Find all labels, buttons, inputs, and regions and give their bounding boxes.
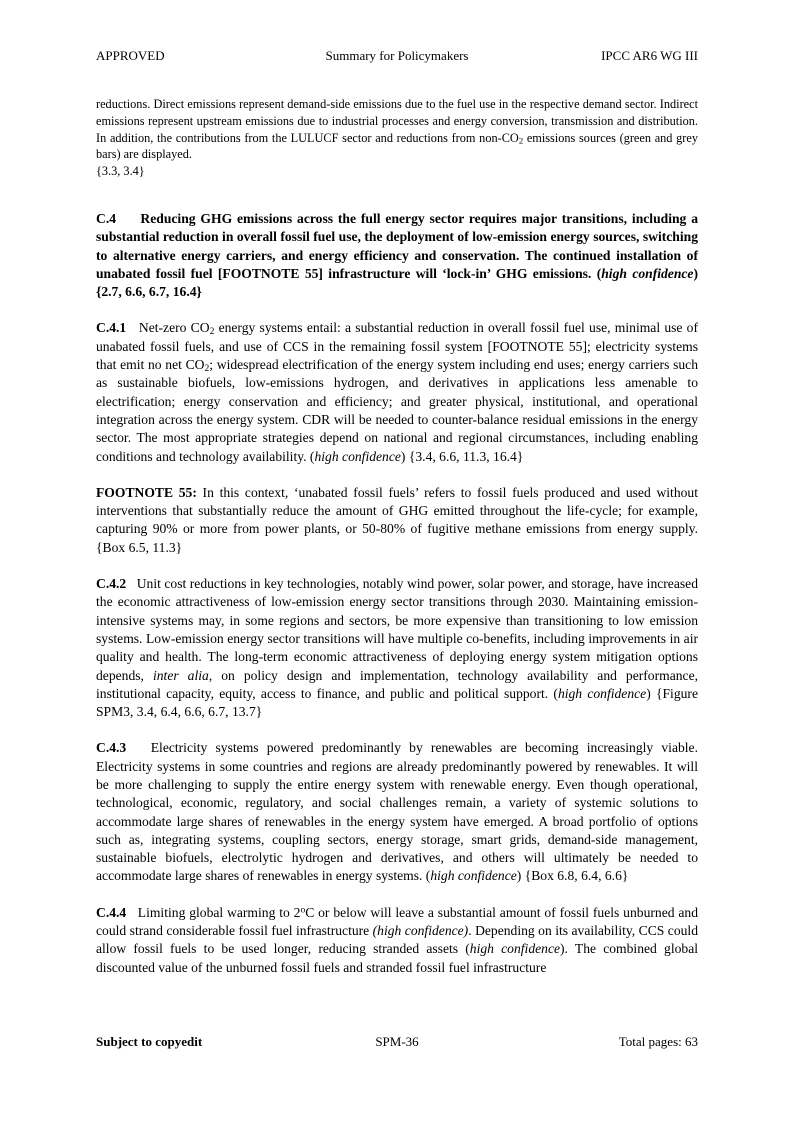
footnote-55: FOOTNOTE 55: In this context, ‘unabated fossil fuels’ refers to fossil fuels produced and used without interventions that substantially reduce the amount of GHG emitted throughout the life-cycle; for example, capturing 90% or more from power plants, or 50-80% of fugitive methane emissions from energy supply. {Box 6.5, 11.3} <box>96 484 698 555</box>
figure-caption-continuation: reductions. Direct emissions represent demand-side emissions due to the fuel use in the respective demand sector. Indirect emissions represent upstream emissions due to industrial processes and energy conversion, transmission and distribution. In addition, the contributions from the LULUCF sector and reductions from non-$CO_2$ emissions sources (green and grey bars) are displayed. <box>96 97 698 162</box>
caption-references: {3.3, 3.4} <box>96 164 145 179</box>
paragraph-c4-1: C.4.1 Net-zero $CO_2$ energy systems entail: a substantial reduction in overall fossil fuel use, minimal use of unabated fossil fuels, and use of CCS in the remaining fossil system [FOOTNOTE 55]; electricity systems that emit no net $CO_2$; widespread electrification of the energy system including end uses; energy carriers such as sustainable biofuels, low-emissions hydrogen, and derivatives in applications less amenable to electrification; energy conservation and efficiency; and greater physical, institutional, and operational integration across the energy system. CDR will be needed to counter-balance residual emissions in the energy sector. The most appropriate strategies depend on national and regional circumstances, including enabling conditions and technology availability. (high confidence) {3.4, 6.6, 11.3, 16.4} <box>96 320 699 464</box>
page-number: SPM-36 <box>375 1034 419 1049</box>
header-title: Summary for Policymakers <box>325 48 469 63</box>
headline-statement-c4: C.4 Reducing GHG emissions across the full energy sector requires major transitions, including a substantial reduction in overall fossil fuel use, the deployment of low-emission energy sources, switching to alternative energy carriers, and energy efficiency and conservation. The continued installation of unabated fossil fuel [FOOTNOTE 55] infrastructure will ‘lock-in’ GHG emissions. (high confidence) {2.7, 6.6, 6.7, 16.4} <box>96 210 699 300</box>
header-report: IPCC AR6 WG III <box>601 48 698 63</box>
copyedit-note: Subject to copyedit <box>96 1034 203 1049</box>
header-status: APPROVED <box>96 48 165 63</box>
page-body <box>96 96 698 977</box>
paragraph-c4-4: C.4.4 Limiting global warming to 2$^o$C or below will leave a substantial amount of fossil fuels unburned and could strand considerable fossil fuel infrastructure (high confidence). Depending on its availability, CCS could allow fossil fuels to be used longer, reducing stranded assets (high confidence). The combined global discounted value of the unburned fossil fuels and stranded fossil fuel infrastructure <box>96 904 699 975</box>
total-pages: Total pages: 63 <box>618 1034 698 1049</box>
paragraph-c4-3: C.4.3 Electricity systems powered predominantly by renewables are becoming increasingly viable. Electricity systems in some countries and regions are already predominantly powered by renewables. It will be more challenging to supply the entire energy system with renewable energy. Even though operational, technological, economic, regulatory, and social challenges remain, a variety of systemic solutions to accommodate large shares of renewables in the energy system have emerged. A broad portfolio of options such as, integrating systems, coupling sectors, energy storage, smart grids, demand-side management, sustainable biofuels, electrolytic hydrogen and derivatives, and others will ultimately be needed to accommodate large shares of renewables in energy systems. (high confidence) {Box 6.8, 6.4, 6.6} <box>96 740 698 884</box>
paragraph-c4-2: C.4.2 Unit cost reductions in key technologies, notably wind power, solar power, and storage, have increased the economic attractiveness of low-emission energy sector transitions through 2030. Maintaining emission-intensive systems may, in some regions and sectors, be more expensive than transitioning to low emission systems. Low-emission energy sector transitions will have multiple co-benefits, including improvements in air quality and health. The long-term economic attractiveness of deploying energy system mitigation options depends, inter alia, on policy design and implementation, technology availability and performance, institutional capacity, equity, access to finance, and public and political support. (high confidence) {Figure SPM3, 3.4, 6.4, 6.6, 6.7, 13.7} <box>96 576 698 720</box>
